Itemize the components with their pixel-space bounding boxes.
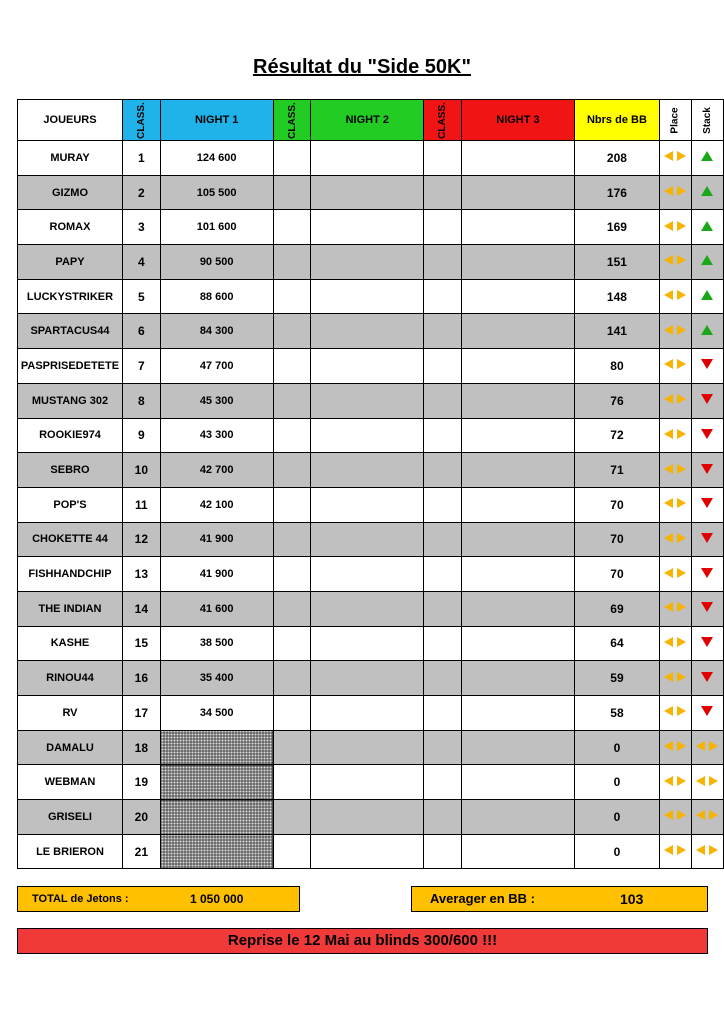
class-3-cell	[424, 696, 462, 731]
night2-chips	[311, 626, 424, 661]
triangle-down-icon	[700, 636, 714, 651]
left-right-arrows-icon	[663, 497, 687, 512]
night3-chips	[461, 383, 574, 418]
stack-cell	[691, 591, 723, 626]
header-place-label: Place	[669, 107, 681, 134]
class-2-cell	[273, 210, 311, 245]
left-right-arrows-icon	[663, 740, 687, 755]
player-rank: 15	[122, 626, 160, 661]
night1-chips: 47 700	[160, 349, 273, 384]
total-label: TOTAL de Jetons :	[32, 893, 129, 905]
nbrs-bb: 0	[574, 730, 659, 765]
nbrs-bb: 70	[574, 557, 659, 592]
night1-chips: 42 700	[160, 453, 273, 488]
left-right-arrows-icon	[663, 601, 687, 616]
triangle-down-icon	[700, 671, 714, 686]
night1-chips: 101 600	[160, 210, 273, 245]
table-row	[18, 383, 724, 418]
nbrs-bb: 71	[574, 453, 659, 488]
stack-cell	[691, 141, 723, 176]
stack-cell	[691, 349, 723, 384]
class-2-cell	[273, 175, 311, 210]
triangle-down-icon	[700, 358, 714, 373]
page-title: Résultat du "Side 50K"	[253, 56, 471, 78]
place-cell	[659, 175, 691, 210]
class-3-cell	[424, 279, 462, 314]
player-name: PASPRISEDETETE	[18, 349, 123, 384]
class-2-cell	[273, 591, 311, 626]
left-right-arrows-icon	[663, 463, 687, 478]
night3-chips	[461, 418, 574, 453]
player-rank: 14	[122, 591, 160, 626]
night3-chips	[461, 765, 574, 800]
nbrs-bb: 0	[574, 765, 659, 800]
stack-cell	[691, 557, 723, 592]
table-row	[18, 487, 724, 522]
class-3-cell	[424, 141, 462, 176]
player-name: MUSTANG 302	[18, 383, 123, 418]
player-name: GIZMO	[18, 175, 123, 210]
table-row	[18, 141, 724, 176]
class-2-cell	[273, 279, 311, 314]
player-rank: 20	[122, 800, 160, 835]
night3-chips	[461, 349, 574, 384]
player-name: CHOKETTE 44	[18, 522, 123, 557]
night2-chips	[311, 834, 424, 869]
table-row	[18, 557, 724, 592]
class-3-cell	[424, 626, 462, 661]
night1-chips: 45 300	[160, 383, 273, 418]
stack-cell	[691, 626, 723, 661]
night3-chips	[461, 279, 574, 314]
player-rank: 1	[122, 141, 160, 176]
player-rank: 18	[122, 730, 160, 765]
table-row	[18, 245, 724, 280]
nbrs-bb: 0	[574, 800, 659, 835]
table-row	[18, 591, 724, 626]
left-right-arrows-icon	[663, 324, 687, 339]
left-right-arrows-icon	[663, 844, 687, 859]
table-header-row	[18, 100, 724, 141]
night2-chips	[311, 349, 424, 384]
triangle-up-icon	[700, 289, 714, 304]
header-night-3: NIGHT 3	[461, 100, 574, 141]
results-table	[17, 99, 724, 869]
left-right-arrows-icon	[663, 185, 687, 200]
player-rank: 7	[122, 349, 160, 384]
table-row	[18, 522, 724, 557]
left-right-arrows-icon	[663, 775, 687, 790]
nbrs-bb: 59	[574, 661, 659, 696]
header-class-1-label: CLASS.	[135, 102, 147, 139]
table-row	[18, 800, 724, 835]
class-2-cell	[273, 696, 311, 731]
header-class-2-label: CLASS.	[286, 102, 298, 139]
total-value: 1 050 000	[190, 892, 244, 906]
nbrs-bb: 80	[574, 349, 659, 384]
header-class-3	[424, 100, 462, 141]
class-2-cell	[273, 245, 311, 280]
place-cell	[659, 834, 691, 869]
class-2-cell	[273, 661, 311, 696]
class-2-cell	[273, 522, 311, 557]
header-stack-label: Stack	[701, 107, 713, 134]
triangle-down-icon	[700, 463, 714, 478]
player-rank: 21	[122, 834, 160, 869]
night1-chips: 124 600	[160, 141, 273, 176]
place-cell	[659, 383, 691, 418]
left-right-arrows-icon	[663, 532, 687, 547]
average-value: 103	[620, 891, 644, 907]
place-cell	[659, 696, 691, 731]
average-bb-box	[411, 886, 708, 912]
place-cell	[659, 453, 691, 488]
table-row	[18, 314, 724, 349]
header-nbrs-bb: Nbrs de BB	[574, 100, 659, 141]
class-2-cell	[273, 487, 311, 522]
night3-chips	[461, 661, 574, 696]
player-name: LE BRIERON	[18, 834, 123, 869]
stack-cell	[691, 730, 723, 765]
header-stack	[691, 100, 723, 141]
night1-chips: 105 500	[160, 175, 273, 210]
triangle-down-icon	[700, 601, 714, 616]
player-rank: 8	[122, 383, 160, 418]
class-3-cell	[424, 453, 462, 488]
class-3-cell	[424, 210, 462, 245]
player-name: RINOU44	[18, 661, 123, 696]
class-2-cell	[273, 453, 311, 488]
triangle-down-icon	[700, 497, 714, 512]
left-right-arrows-icon	[663, 705, 687, 720]
header-night-1: NIGHT 1	[160, 100, 273, 141]
stack-cell	[691, 175, 723, 210]
nbrs-bb: 76	[574, 383, 659, 418]
place-cell	[659, 765, 691, 800]
stack-cell	[691, 418, 723, 453]
class-2-cell	[273, 418, 311, 453]
nbrs-bb: 64	[574, 626, 659, 661]
left-right-arrows-icon	[663, 636, 687, 651]
player-rank: 5	[122, 279, 160, 314]
class-3-cell	[424, 730, 462, 765]
class-3-cell	[424, 557, 462, 592]
table-row	[18, 661, 724, 696]
place-cell	[659, 522, 691, 557]
night2-chips	[311, 661, 424, 696]
nbrs-bb: 72	[574, 418, 659, 453]
night1-chips: 41 900	[160, 557, 273, 592]
nbrs-bb: 58	[574, 696, 659, 731]
player-rank: 13	[122, 557, 160, 592]
player-rank: 17	[122, 696, 160, 731]
player-name: POP'S	[18, 487, 123, 522]
night2-chips	[311, 314, 424, 349]
nbrs-bb: 208	[574, 141, 659, 176]
table-row	[18, 175, 724, 210]
night2-chips	[311, 383, 424, 418]
class-3-cell	[424, 245, 462, 280]
night1-chips	[160, 730, 273, 765]
nbrs-bb: 141	[574, 314, 659, 349]
place-cell	[659, 314, 691, 349]
table-row	[18, 834, 724, 869]
night3-chips	[461, 557, 574, 592]
player-name: KASHE	[18, 626, 123, 661]
player-name: DAMALU	[18, 730, 123, 765]
triangle-up-icon	[700, 254, 714, 269]
night1-chips: 41 900	[160, 522, 273, 557]
left-right-arrows-icon	[663, 567, 687, 582]
class-3-cell	[424, 661, 462, 696]
player-rank: 10	[122, 453, 160, 488]
night2-chips	[311, 175, 424, 210]
player-rank: 19	[122, 765, 160, 800]
triangle-up-icon	[700, 324, 714, 339]
left-right-arrows-icon	[695, 775, 719, 790]
player-name: PAPY	[18, 245, 123, 280]
nbrs-bb: 70	[574, 522, 659, 557]
total-jetons-box	[17, 886, 300, 912]
player-name: ROMAX	[18, 210, 123, 245]
nbrs-bb: 0	[574, 834, 659, 869]
night2-chips	[311, 765, 424, 800]
stack-cell	[691, 245, 723, 280]
player-rank: 6	[122, 314, 160, 349]
class-3-cell	[424, 383, 462, 418]
class-3-cell	[424, 834, 462, 869]
night1-chips: 42 100	[160, 487, 273, 522]
left-right-arrows-icon	[663, 358, 687, 373]
player-rank: 12	[122, 522, 160, 557]
night3-chips	[461, 626, 574, 661]
left-right-arrows-icon	[663, 393, 687, 408]
triangle-up-icon	[700, 220, 714, 235]
class-2-cell	[273, 557, 311, 592]
class-3-cell	[424, 800, 462, 835]
player-name: THE INDIAN	[18, 591, 123, 626]
night1-chips: 90 500	[160, 245, 273, 280]
left-right-arrows-icon	[663, 809, 687, 824]
table-row	[18, 349, 724, 384]
night3-chips	[461, 487, 574, 522]
class-2-cell	[273, 314, 311, 349]
night2-chips	[311, 245, 424, 280]
night2-chips	[311, 141, 424, 176]
night3-chips	[461, 141, 574, 176]
table-row	[18, 418, 724, 453]
night1-chips: 84 300	[160, 314, 273, 349]
player-rank: 11	[122, 487, 160, 522]
night2-chips	[311, 557, 424, 592]
nbrs-bb: 151	[574, 245, 659, 280]
class-3-cell	[424, 314, 462, 349]
player-name: WEBMAN	[18, 765, 123, 800]
stack-cell	[691, 661, 723, 696]
player-name: SEBRO	[18, 453, 123, 488]
night2-chips	[311, 210, 424, 245]
night1-chips	[160, 834, 273, 869]
player-rank: 2	[122, 175, 160, 210]
triangle-up-icon	[700, 150, 714, 165]
left-right-arrows-icon	[663, 428, 687, 443]
nbrs-bb: 169	[574, 210, 659, 245]
stack-cell	[691, 210, 723, 245]
triangle-up-icon	[700, 185, 714, 200]
nbrs-bb: 70	[574, 487, 659, 522]
stack-cell	[691, 765, 723, 800]
nbrs-bb: 69	[574, 591, 659, 626]
triangle-down-icon	[700, 428, 714, 443]
place-cell	[659, 141, 691, 176]
header-joueurs: JOUEURS	[18, 100, 123, 141]
night2-chips	[311, 591, 424, 626]
player-rank: 3	[122, 210, 160, 245]
header-place	[659, 100, 691, 141]
night2-chips	[311, 696, 424, 731]
night3-chips	[461, 522, 574, 557]
night3-chips	[461, 314, 574, 349]
place-cell	[659, 349, 691, 384]
header-class-3-label: CLASS.	[437, 102, 449, 139]
table-row	[18, 453, 724, 488]
stack-cell	[691, 522, 723, 557]
table-row	[18, 626, 724, 661]
player-rank: 9	[122, 418, 160, 453]
table-row	[18, 279, 724, 314]
player-rank: 16	[122, 661, 160, 696]
place-cell	[659, 661, 691, 696]
left-right-arrows-icon	[663, 671, 687, 686]
player-rank: 4	[122, 245, 160, 280]
stack-cell	[691, 834, 723, 869]
night3-chips	[461, 245, 574, 280]
class-3-cell	[424, 349, 462, 384]
night2-chips	[311, 279, 424, 314]
left-right-arrows-icon	[663, 220, 687, 235]
table-row	[18, 765, 724, 800]
night1-chips: 43 300	[160, 418, 273, 453]
class-2-cell	[273, 383, 311, 418]
night2-chips	[311, 730, 424, 765]
class-3-cell	[424, 522, 462, 557]
night1-chips	[160, 800, 273, 835]
average-label: Averager en BB :	[430, 891, 535, 906]
class-3-cell	[424, 487, 462, 522]
nbrs-bb: 148	[574, 279, 659, 314]
header-class-2	[273, 100, 311, 141]
class-2-cell	[273, 730, 311, 765]
table-row	[18, 730, 724, 765]
stack-cell	[691, 487, 723, 522]
triangle-down-icon	[700, 567, 714, 582]
left-right-arrows-icon	[663, 289, 687, 304]
player-name: RV	[18, 696, 123, 731]
left-right-arrows-icon	[695, 809, 719, 824]
place-cell	[659, 591, 691, 626]
night3-chips	[461, 591, 574, 626]
player-name: SPARTACUS44	[18, 314, 123, 349]
place-cell	[659, 487, 691, 522]
place-cell	[659, 245, 691, 280]
place-cell	[659, 557, 691, 592]
place-cell	[659, 210, 691, 245]
night2-chips	[311, 453, 424, 488]
table-row	[18, 696, 724, 731]
class-2-cell	[273, 800, 311, 835]
place-cell	[659, 626, 691, 661]
stack-cell	[691, 800, 723, 835]
place-cell	[659, 730, 691, 765]
night1-chips	[160, 765, 273, 800]
night3-chips	[461, 175, 574, 210]
stack-cell	[691, 314, 723, 349]
place-cell	[659, 418, 691, 453]
night1-chips: 35 400	[160, 661, 273, 696]
night3-chips	[461, 696, 574, 731]
player-name: ROOKIE974	[18, 418, 123, 453]
table-row	[18, 210, 724, 245]
night3-chips	[461, 730, 574, 765]
header-class-1	[122, 100, 160, 141]
triangle-down-icon	[700, 532, 714, 547]
night3-chips	[461, 210, 574, 245]
nbrs-bb: 176	[574, 175, 659, 210]
class-2-cell	[273, 349, 311, 384]
triangle-down-icon	[700, 705, 714, 720]
class-3-cell	[424, 591, 462, 626]
stack-cell	[691, 696, 723, 731]
stack-cell	[691, 279, 723, 314]
class-2-cell	[273, 834, 311, 869]
night1-chips: 38 500	[160, 626, 273, 661]
class-2-cell	[273, 141, 311, 176]
stack-cell	[691, 383, 723, 418]
night1-chips: 34 500	[160, 696, 273, 731]
reprise-banner: Reprise le 12 Mai au blinds 300/600 !!!	[17, 928, 708, 954]
class-2-cell	[273, 626, 311, 661]
class-2-cell	[273, 765, 311, 800]
night2-chips	[311, 418, 424, 453]
night3-chips	[461, 800, 574, 835]
night3-chips	[461, 834, 574, 869]
left-right-arrows-icon	[695, 844, 719, 859]
night2-chips	[311, 800, 424, 835]
class-3-cell	[424, 418, 462, 453]
class-3-cell	[424, 765, 462, 800]
player-name: FISHHANDCHIP	[18, 557, 123, 592]
player-name: GRISELI	[18, 800, 123, 835]
place-cell	[659, 800, 691, 835]
place-cell	[659, 279, 691, 314]
night2-chips	[311, 487, 424, 522]
triangle-down-icon	[700, 393, 714, 408]
player-name: LUCKYSTRIKER	[18, 279, 123, 314]
left-right-arrows-icon	[663, 254, 687, 269]
class-3-cell	[424, 175, 462, 210]
player-name: MURAY	[18, 141, 123, 176]
night1-chips: 88 600	[160, 279, 273, 314]
left-right-arrows-icon	[663, 150, 687, 165]
stack-cell	[691, 453, 723, 488]
night2-chips	[311, 522, 424, 557]
night3-chips	[461, 453, 574, 488]
left-right-arrows-icon	[695, 740, 719, 755]
night1-chips: 41 600	[160, 591, 273, 626]
header-night-2: NIGHT 2	[311, 100, 424, 141]
